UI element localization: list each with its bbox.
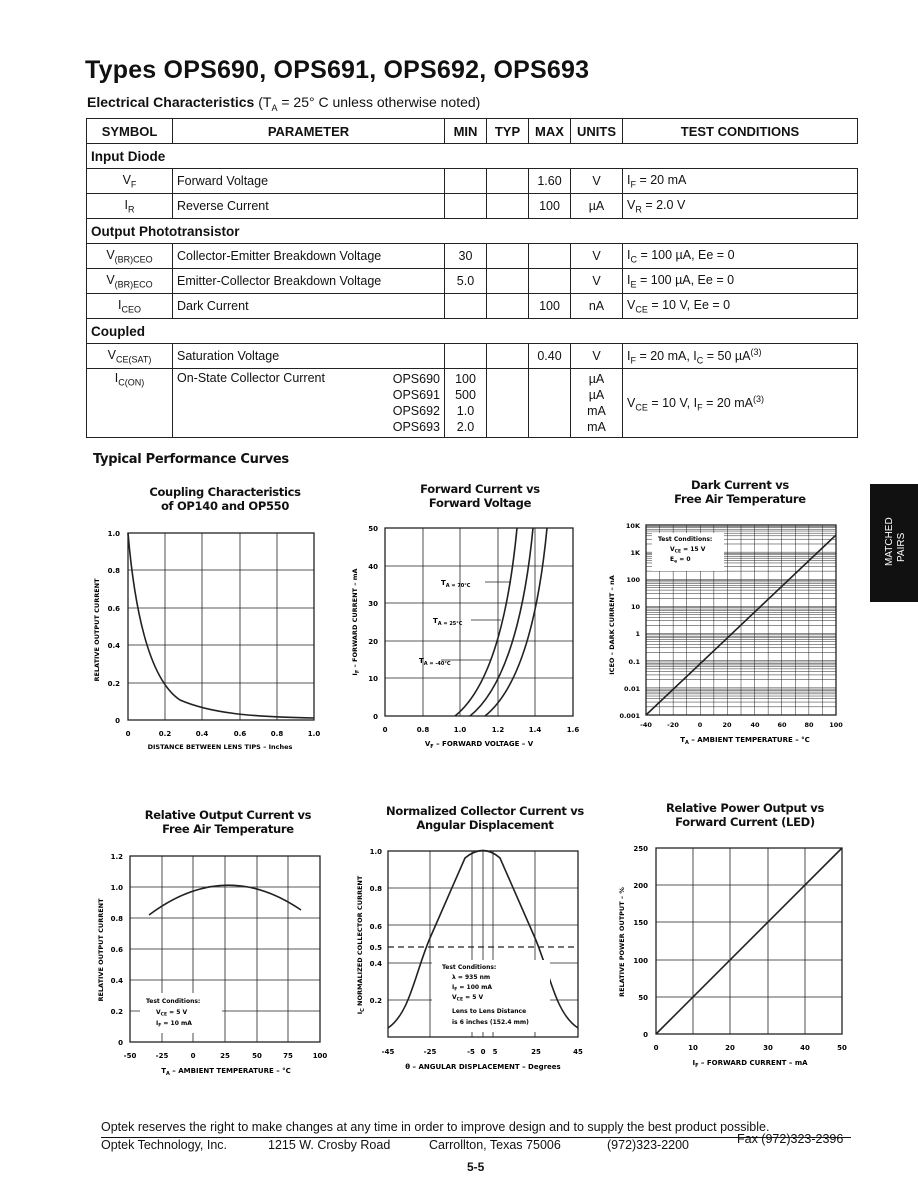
header-min: MIN: [445, 119, 487, 144]
parameter-cell: Saturation Voltage: [173, 344, 445, 369]
svg-text:40: 40: [368, 563, 378, 571]
part-number: OPS690: [392, 372, 440, 386]
power-xlabel: $I_F$ – FORWARD CURRENT – mA: [692, 1059, 808, 1069]
parameter-cell: [173, 369, 445, 438]
svg-text:100: 100: [829, 721, 843, 729]
symbol-cell: $V_{CE(SAT)}$: [87, 344, 173, 369]
svg-text:50: 50: [638, 994, 648, 1002]
svg-text:40: 40: [750, 721, 760, 729]
conditions-cell: $I_F = 20$ mA: [623, 169, 858, 194]
label-minus40c: $T_{A = -40^\circ C}$: [419, 657, 451, 667]
svg-text:-25: -25: [155, 1052, 169, 1060]
typ-cell: [487, 294, 529, 319]
min-cell: 5.0: [445, 269, 487, 294]
min-cell: [445, 169, 487, 194]
symbol-cell: $I_R$: [87, 194, 173, 219]
power-chart: [610, 840, 855, 1072]
svg-text:0.6: 0.6: [369, 923, 382, 931]
svg-text:0.2: 0.2: [107, 680, 120, 688]
max-cell: [529, 269, 571, 294]
svg-text:-40: -40: [640, 721, 652, 729]
symbol-cell: $I_{CEO}$: [87, 294, 173, 319]
conditions-cell: $V_{CE} = 10$ V, $I_F = 20$ $mA^{(3)}$: [623, 369, 858, 438]
min-cell: [445, 194, 487, 219]
units-cell: V: [571, 244, 623, 269]
table-caption: Electrical Characteristics ($T_A = 25^\circ$ C unless otherwise noted): [87, 94, 481, 113]
svg-text:Lens to Lens Distance: Lens to Lens Distance: [452, 1008, 527, 1015]
svg-text:75: 75: [283, 1052, 293, 1060]
angular-ylabel: $I_C$ NORMALIZED COLLECTOR CURRENT: [356, 875, 366, 1015]
symbol-cell: $V_F$: [87, 169, 173, 194]
table-row: [87, 169, 858, 194]
header-typ: TYP: [487, 119, 529, 144]
forward-xlabel: $V_F$ – FORWARD VOLTAGE – V: [424, 740, 534, 750]
min-cell: 100 500 1.0 2.0: [445, 369, 487, 438]
svg-text:0.8: 0.8: [369, 885, 382, 893]
svg-text:Test Conditions:: Test Conditions:: [442, 964, 497, 971]
svg-text:1.0: 1.0: [369, 848, 382, 856]
section-side-tab: [870, 484, 918, 602]
units-cell: µA µA mA mA: [571, 369, 623, 438]
svg-text:0: 0: [643, 1031, 648, 1039]
svg-text:0.8: 0.8: [416, 726, 430, 734]
header-max: MAX: [529, 119, 571, 144]
conditions-cell: $V_R = 2.0$ V: [623, 194, 858, 219]
svg-text:0: 0: [382, 726, 388, 734]
svg-text:-5: -5: [467, 1048, 475, 1056]
header-units: UNITS: [571, 119, 623, 144]
side-tab-line1: MATCHED: [884, 517, 895, 566]
svg-text:60: 60: [777, 721, 787, 729]
svg-text:10K: 10K: [625, 522, 640, 530]
svg-text:0.2: 0.2: [158, 730, 172, 738]
svg-text:0: 0: [115, 717, 120, 725]
section-coupled: Coupled: [87, 319, 858, 344]
coupling-chart: [90, 525, 330, 755]
parameter-cell: Reverse Current: [173, 194, 445, 219]
units-cell: V: [571, 269, 623, 294]
svg-text:1.0: 1.0: [453, 726, 467, 734]
parameter-label: On-State Collector Current: [177, 371, 325, 385]
svg-text:IF = 10 mA: $I_F = 10$ mA: [156, 1020, 192, 1029]
svg-text:250: 250: [633, 845, 648, 853]
units-cell: nA: [571, 294, 623, 319]
svg-text:30: 30: [368, 600, 378, 608]
header-parameter: PARAMETER: [173, 119, 445, 144]
table-row: [87, 269, 858, 294]
svg-text:0.1: 0.1: [628, 658, 640, 666]
min-cell: [445, 294, 487, 319]
svg-text:1K: 1K: [630, 549, 640, 557]
svg-text:150: 150: [633, 919, 648, 927]
coupling-xlabel: DISTANCE BETWEEN LENS TIPS – Inches: [147, 743, 293, 751]
conditions-cell: $I_C = 100$ µA, Ee = 0: [623, 244, 858, 269]
conditions-cell: $I_E = 100$ µA, Ee = 0: [623, 269, 858, 294]
page-title: Types OPS690, OPS691, OPS692, OPS693: [85, 56, 590, 84]
footer-address: 1215 W. Crosby Road: [268, 1138, 391, 1152]
svg-text:-20: -20: [667, 721, 679, 729]
parameter-cell: Emitter-Collector Breakdown Voltage: [173, 269, 445, 294]
min-cell: [445, 344, 487, 369]
svg-text:5: 5: [492, 1048, 498, 1056]
svg-text:is 6 inches (152.4 mm): is 6 inches (152.4 mm): [452, 1019, 529, 1026]
dark-chart-title: Dark Current vs Free Air Temperature: [674, 478, 806, 506]
svg-text:1.2: 1.2: [491, 726, 505, 734]
symbol-cell: $I_{C(ON)}$: [87, 369, 173, 438]
svg-text:25: 25: [531, 1048, 541, 1056]
section-input-diode: Input Diode: [87, 144, 858, 169]
relout-chart-title: Relative Output Current vs Free Air Temperature: [144, 808, 312, 836]
footer-city: Carrollton, Texas 75006: [429, 1138, 561, 1152]
side-tab-line2: PAIRS: [896, 532, 907, 562]
svg-text:0: 0: [125, 730, 131, 738]
svg-text:0: 0: [118, 1039, 123, 1047]
label-70c: $T_{A = 70^\circ C}$: [441, 579, 471, 589]
svg-text:0: 0: [480, 1048, 486, 1056]
angular-chart-title: Normalized Collector Current vs Angular Displacement: [386, 804, 584, 832]
svg-text:0.001: 0.001: [619, 712, 640, 720]
power-line: [656, 848, 842, 1034]
table-row: [87, 194, 858, 219]
table-header-row: [87, 119, 858, 144]
label-25c: $T_{A = 25^\circ C}$: [433, 617, 463, 627]
performance-curves-heading: Typical Performance Curves: [93, 452, 289, 467]
units-cell: V: [571, 169, 623, 194]
relout-ylabel: RELATIVE OUTPUT CURRENT: [97, 898, 105, 1002]
table-row: [87, 244, 858, 269]
svg-text:40: 40: [800, 1044, 810, 1052]
svg-text:1.4: 1.4: [528, 726, 542, 734]
svg-text:25: 25: [220, 1052, 230, 1060]
parameter-cell: Dark Current: [173, 294, 445, 319]
svg-text:Test Conditions:: Test Conditions:: [146, 998, 201, 1005]
footer-company: Optek Technology, Inc.: [101, 1138, 228, 1152]
svg-text:0.6: 0.6: [107, 605, 120, 613]
svg-text:VCE = 5 V: $V_{CE} = 5$ V: [156, 1009, 188, 1018]
svg-text:VCE = 5 V: $V_{CE} = 5$ V: [452, 994, 484, 1003]
relout-chart: [90, 848, 335, 1080]
svg-text:0.8: 0.8: [270, 730, 284, 738]
part-number: OPS691: [392, 388, 440, 402]
svg-text:0.5: 0.5: [369, 944, 382, 952]
svg-text:100: 100: [633, 957, 648, 965]
relout-xlabel: $T_A$ – AMBIENT TEMPERATURE – °C: [161, 1067, 291, 1077]
angular-chart: [350, 843, 590, 1078]
svg-text:1.0: 1.0: [107, 530, 120, 538]
units-cell: V: [571, 344, 623, 369]
svg-text:0.4: 0.4: [110, 977, 123, 985]
forward-curve-minus40c: [485, 528, 547, 716]
symbol-cell: $V_{(BR)ECO}$: [87, 269, 173, 294]
svg-text:20: 20: [725, 1044, 735, 1052]
min-cell: 30: [445, 244, 487, 269]
svg-text:0: 0: [697, 721, 703, 729]
svg-text:-25: -25: [423, 1048, 437, 1056]
svg-text:10: 10: [630, 603, 640, 611]
svg-text:0.8: 0.8: [107, 567, 120, 575]
svg-text:1.0: 1.0: [307, 730, 321, 738]
conditions-cell: $V_{CE} = 10$ V, Ee = 0: [623, 294, 858, 319]
units-cell: µA: [571, 194, 623, 219]
svg-text:λ = 935 nm: λ = 935 nm: [452, 974, 491, 981]
coupling-curve: [128, 533, 314, 718]
max-cell: 0.40: [529, 344, 571, 369]
max-cell: 100: [529, 294, 571, 319]
svg-text:0.6: 0.6: [110, 946, 123, 954]
header-test-conditions: TEST CONDITIONS: [623, 119, 858, 144]
forward-chart-title: Forward Current vs Forward Voltage: [420, 482, 540, 510]
max-cell: [529, 369, 571, 438]
typ-cell: [487, 369, 529, 438]
electrical-characteristics-table: [86, 118, 858, 438]
power-ylabel: RELATIVE POWER OUTPUT – %: [618, 887, 626, 997]
dark-ylabel: ICEO – DARK CURRENT – nA: [608, 575, 616, 675]
svg-text:0.01: 0.01: [623, 685, 640, 693]
section-output-phototransistor: Output Phototransistor: [87, 219, 858, 244]
svg-text:0.8: 0.8: [110, 915, 123, 923]
parameter-cell: Collector-Emitter Breakdown Voltage: [173, 244, 445, 269]
svg-text:10: 10: [368, 675, 378, 683]
dark-chart: [600, 515, 850, 750]
svg-text:0.4: 0.4: [195, 730, 209, 738]
max-cell: [529, 244, 571, 269]
svg-text:IF = 100 mA: $I_F = 100$ mA: [452, 984, 493, 993]
svg-text:50: 50: [837, 1044, 847, 1052]
page-number: 5-5: [467, 1160, 485, 1174]
svg-text:0.2: 0.2: [369, 997, 382, 1005]
typ-cell: [487, 194, 529, 219]
svg-text:0.6: 0.6: [233, 730, 247, 738]
svg-text:80: 80: [804, 721, 814, 729]
forward-chart: [345, 522, 590, 752]
footer-phone: (972)323-2200: [607, 1138, 690, 1152]
svg-text:20: 20: [722, 721, 732, 729]
forward-ylabel: $I_F$ – FORWARD CURRENT – mA: [351, 568, 361, 676]
svg-text:100: 100: [626, 576, 640, 584]
max-cell: 1.60: [529, 169, 571, 194]
footer-disclaimer: Optek reserves the right to make changes at any time in order to improve design and to supply the best product possible.: [101, 1120, 770, 1134]
coupling-ylabel: RELATIVE OUTPUT CURRENT: [93, 578, 101, 682]
power-chart-title: Relative Power Output vs Forward Current (LED): [665, 801, 825, 829]
dark-cond3: $E_e = 0$: [670, 556, 691, 565]
part-number: OPS692: [392, 404, 440, 418]
typ-cell: [487, 244, 529, 269]
table-row: [87, 369, 858, 438]
svg-text:20: 20: [368, 638, 378, 646]
svg-text:10: 10: [688, 1044, 698, 1052]
svg-text:0: 0: [190, 1052, 196, 1060]
svg-text:1.6: 1.6: [566, 726, 580, 734]
svg-text:1.2: 1.2: [110, 853, 123, 861]
dark-xlabel: $T_A$ – AMBIENT TEMPERATURE – °C: [680, 736, 810, 746]
svg-text:45: 45: [573, 1048, 583, 1056]
max-cell: 100: [529, 194, 571, 219]
svg-text:30: 30: [763, 1044, 773, 1052]
typ-cell: [487, 169, 529, 194]
svg-text:0.2: 0.2: [110, 1008, 123, 1016]
svg-text:100: 100: [312, 1052, 328, 1060]
conditions-cell: $I_F = 20$ mA, $I_C = 50$ µA$^{(3)}$: [623, 344, 858, 369]
angular-xlabel: θ – ANGULAR DISPLACEMENT – Degrees: [405, 1063, 561, 1071]
header-symbol: SYMBOL: [87, 119, 173, 144]
svg-text:0: 0: [373, 713, 378, 721]
svg-text:0.4: 0.4: [369, 960, 382, 968]
svg-text:0: 0: [653, 1044, 659, 1052]
dark-cond2: $V_{CE} = 15$ V: [670, 546, 706, 555]
symbol-cell: $V_{(BR)CEO}$: [87, 244, 173, 269]
svg-text:1: 1: [635, 630, 640, 638]
table-row: [87, 294, 858, 319]
part-number: OPS693: [392, 420, 440, 434]
typ-cell: [487, 344, 529, 369]
svg-text:200: 200: [633, 882, 648, 890]
parameter-cell: Forward Voltage: [173, 169, 445, 194]
svg-text:50: 50: [368, 525, 378, 533]
svg-text:-45: -45: [381, 1048, 395, 1056]
table-row: [87, 344, 858, 369]
typ-cell: [487, 269, 529, 294]
svg-text:-50: -50: [123, 1052, 137, 1060]
svg-text:1.0: 1.0: [110, 884, 123, 892]
coupling-chart-title: Coupling Characteristics of OP140 and OP550: [149, 485, 301, 513]
footer-fax: Fax (972)323-2396: [737, 1132, 844, 1146]
svg-text:0.4: 0.4: [107, 642, 120, 650]
dark-cond1: Test Conditions:: [658, 536, 713, 543]
svg-text:50: 50: [252, 1052, 262, 1060]
